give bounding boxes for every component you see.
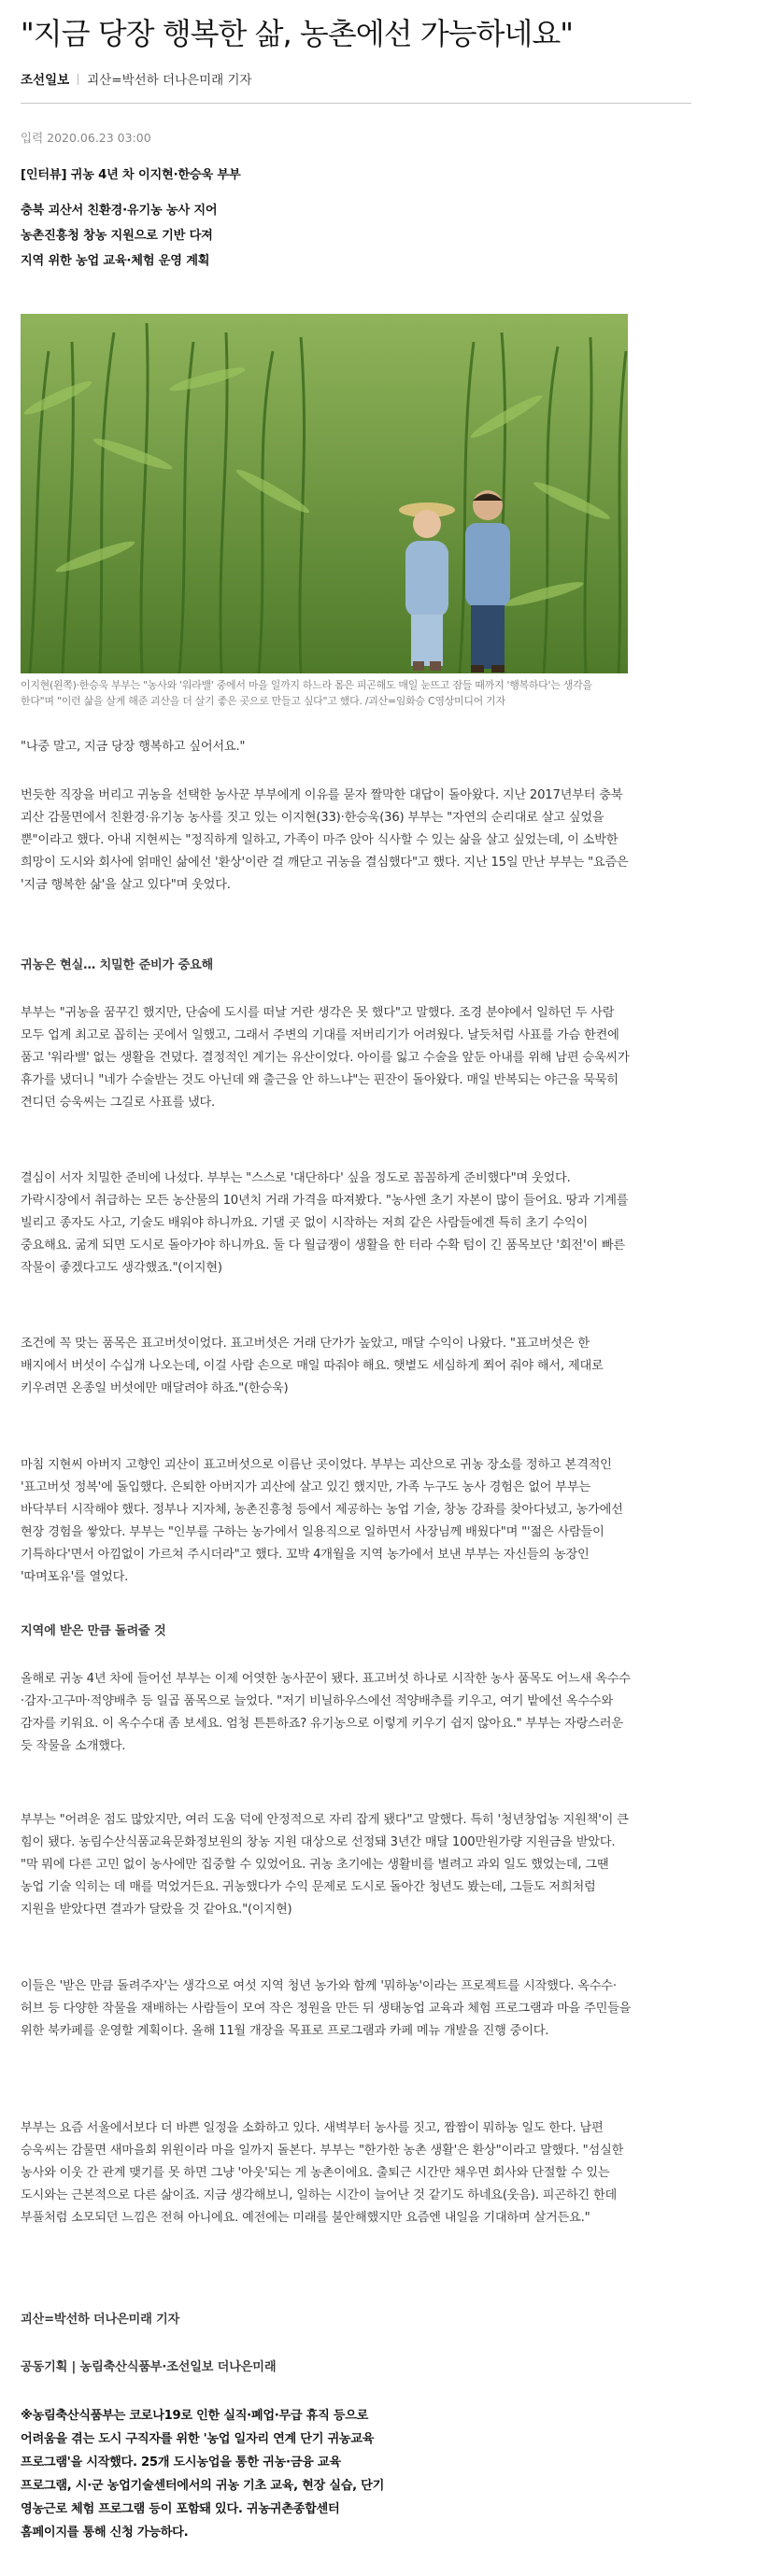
header-divider [21, 103, 691, 104]
section-heading: 지역에 받은 만큼 돌려줄 것 [21, 1624, 166, 1638]
publish-date: 입력 2020.06.23 03:00 [21, 131, 151, 145]
article-photo [21, 314, 628, 673]
subtitle: 충북 괴산서 친환경·유기농 농사 지어 [21, 204, 218, 218]
subtitle: 지역 위한 농업 교육·체험 운영 계획 [21, 254, 210, 268]
article-title: "지금 당장 행복한 삶, 농촌에선 가능하네요" [21, 16, 573, 51]
intro-block [21, 164, 633, 274]
paragraph: 번듯한 직장을 버리고 귀농을 선택한 농사꾼 부부에게 이유를 묻자 짤막한 대답이 돌아왔다. 지난 2017년부터 충북 괴산 감물면에서 친환경·유기농 농사를 짓고 있는 이지현(33)·한승욱(36) 부부는 "자연의 순리대로 살고 싶었을 뿐"이라고 했다. 아내 지현씨는 "정직하게 일하고, 가족이 마주 앉아 식사할 수 있는 삶을 살고 싶었는데, 이 소박한 희망이 도시와 회사에 얽매인 삶에선 '환상'이란 걸 깨닫고 귀농을 결심했다"고 했다. 지난 15일 만난 부부는 "요즘은 '지금 행복한 삶'을 살고 있다"며 웃었다. [21, 788, 629, 892]
section-heading: 귀농은 현실… 치밀한 준비가 중요해 [21, 958, 214, 972]
paragraph: 조건에 꼭 맞는 품목은 표고버섯이었다. 표고버섯은 거래 단가가 높았고, 매달 수익이 나왔다. "표고버섯은 한 배지에서 버섯이 수십개 나오는데, 이걸 사람 손으로 매일 따줘야 해요. 햇볕도 세심하게 쬐어 줘야 해서, 제대로 키우려면 온종일 버섯에만 매달려야 하죠."(한승욱) [21, 1337, 604, 1395]
interview-tag: [인터뷰] 귀농 4년 차 이지현·한승욱 부부 [21, 168, 241, 182]
press-name[interactable]: 조선일보 [21, 73, 70, 88]
article-meta [21, 69, 252, 88]
paragraph: 부부는 "어려운 점도 많았지만, 여러 도움 덕에 안정적으로 자리 잡게 됐다"고 말했다. 특히 '청년창업농 지원책'이 큰 힘이 됐다. 농림수산식품교육문화정보원의 창농 지원 대상으로 선정돼 3년간 매달 100만원가량 지원금을 받았다. "막 뭐에 다른 고민 없이 농사에만 집중할 수 있었어요. 귀농 초기에는 생활비를 벌려고 과외 일도 했었는데, 그땐 농업 기술 익히는 데 매를 먹었거든요. 귀농했다가 수익 문제로 도시로 돌아간 청년도 봤는데, 그들도 저희처럼 지원을 받았다면 결과가 달랐을 것 같아요."(이지현) [21, 1813, 629, 1917]
byline: 괴산=박선하 더나은미래 기자 [87, 73, 252, 88]
lead-quote: "나중 말고, 지금 당장 행복하고 싶어서요." [21, 740, 246, 754]
subtitle: 농촌진흥청 창농 지원으로 기반 다져 [21, 229, 213, 243]
paragraph: 올해로 귀농 4년 차에 들어선 부부는 이제 어엿한 농사꾼이 됐다. 표고버섯 하나로 시작한 농사 품목도 어느새 옥수수·감자·고구마·적양배추 등 일곱 품목으로 늘었다. "저기 비닐하우스에선 적양배추를 키우고, 여기 밭에선 옥수수와 감자를 키워요. 이 옥수수대 좀 보세요. 엄청 튼튼하죠? 유기농으로 이렇게 키우기 쉽지 않아요." 부부는 자랑스러운 듯 작물을 소개했다. [21, 1672, 631, 1753]
program-notice: ※농림축산식품부는 코로나19로 인한 실직·폐업·무급 휴직 등으로 어려움을 겪는 도시 구직자를 위한 '농업 일자리 연계 단기 귀농교육 프로그램'을 시작했다. 25개 도시농업을 통한 귀농·금융 교육 프로그램, 시·군 농업기술센터에서의 귀농 기초 교육, 현장 실습, 단기 영농근로 체험 프로그램 등이 포함돼 있다. 귀농귀촌종합센터 홈페이지를 통해 신청 가능하다. [21, 2409, 385, 2540]
cornfield-couple-photo [21, 314, 628, 673]
footer-byline: 괴산=박선하 더나은미래 기자 [21, 2313, 180, 2327]
paragraph: 부부는 "귀농을 꿈꾸긴 했지만, 단숨에 도시를 떠날 거란 생각은 못 했다"고 말했다. 조경 분야에서 일하던 두 사람 모두 업계 최고로 꼽히는 곳에서 일했고, 그래서 주변의 기대를 저버리기가 어려웠다. 날듯처럼 사표를 가슴 한켠에 품고 '워라밸' 없는 생활을 견뎠다. 결정적인 계기는 유산이었다. 아이를 잃고 수술을 앞둔 아내를 위해 남편 승욱씨가 휴가를 냈더니 "네가 수술받는 것도 아닌데 왜 출근을 안 하느냐"는 핀잔이 돌아왔다. 매일 반복되는 야근을 묵묵히 견디던 승욱씨는 그길로 사표를 냈다. [21, 1006, 630, 1110]
article [21, 0, 691, 2540]
paragraph: 결심이 서자 치밀한 준비에 나섰다. 부부는 "스스로 '대단하다' 싶을 정도로 꼼꼼하게 준비했다"며 웃었다. 가락시장에서 취급하는 모든 농산물의 10년치 거래 가격을 따져봤다. "농사엔 초기 자본이 많이 들어요. 땅과 기계를 빌리고 종자도 사고, 기술도 배워야 하니까요. 기댈 곳 없이 시작하는 저희 같은 사람들에겐 특히 초기 수익이 중요해요. 굶게 되면 도시로 돌아가야 하니까요. 둘 다 월급쟁이 생활을 한 터라 수확 텀이 긴 품목보단 '회전'이 빠른 작물이 좋겠다고도 생각했죠."(이지현) [21, 1171, 629, 1275]
paragraph: 부부는 요즘 서울에서보다 더 바쁜 일정을 소화하고 있다. 새벽부터 농사를 짓고, 짬짬이 뭐하농 일도 한다. 남편 승욱씨는 감물면 새마을회 위원이라 마을 일까지 돌본다. 부부는 "한가한 농촌 생활'은 환상"이라고 말했다. "섬실한 농사와 이웃 간 관계 맺기를 못 하면 그냥 '아웃'되는 게 농촌이에요. 출퇴근 시간만 채우면 회사와 단절할 수 있는 도시와는 근본적으로 다른 삶이죠. 지금 생각해보니, 일하는 시간이 늘어난 것 같기도 하네요(웃음). 피곤하긴 한데 부풀처럼 소모되던 느낌은 전혀 아니에요. 예전에는 미래를 불안해했지만 요즘엔 내일을 기대하며 살거든요." [21, 2121, 624, 2225]
photo-caption: 이지현(왼쪽)·한승욱 부부는 "농사와 '워라밸' 중에서 마을 일까지 하느라 몸은 피곤해도 매일 눈뜨고 잠들 때까지 '행복하다'는 생각을 한다"며 "이런 삶을 살게 해준 괴산을 더 살기 좋은 곳으로 만들고 싶다"고 했다. /괴산=임화승 C영상미디어 기자 [21, 679, 592, 707]
paragraph: 마침 지현씨 아버지 고향인 괴산이 표고버섯으로 이름난 곳이었다. 부부는 괴산으로 귀농 장소를 정하고 본격적인 '표고버섯 정복'에 돌입했다. 은퇴한 아버지가 괴산에 살고 있긴 했지만, 가족 누구도 농사 경험은 없어 부부는 바닥부터 시작해야 했다. 정부나 지자체, 농촌진흥청 등에서 제공하는 농업 기술, 창농 강좌를 찾아다녔고, 농가에선 현장 경험을 쌓았다. 부부는 "인부를 구하는 농가에서 일용직으로 일하면서 사장님께 배웠다"며 "'젊은 사람들이 기특하다'면서 아낌없이 가르쳐 주시더라"고 했다. 꼬박 4개월을 지역 농가에서 보낸 부부는 자신들의 농장인 '따며포유'를 열었다. [21, 1458, 623, 1584]
paragraph: 이들은 '받은 만큼 돌려주자'는 생각으로 여섯 지역 청년 농가와 함께 '뭐하농'이라는 프로젝트를 시작했다. 옥수수·허브 등 다양한 작물을 재배하는 사람들이 모여 작은 정원을 만든 뒤 생태농업 교육과 체험 프로그램과 마을 주민들을 위한 북카페를 운영할 계획이다. 올해 11월 개장을 목표로 프로그램과 카페 메뉴 개발을 진행 중이다. [21, 1979, 632, 2038]
joint-project: 공동기획 | 농림축산식품부·조선일보 더나은미래 [21, 2360, 277, 2374]
